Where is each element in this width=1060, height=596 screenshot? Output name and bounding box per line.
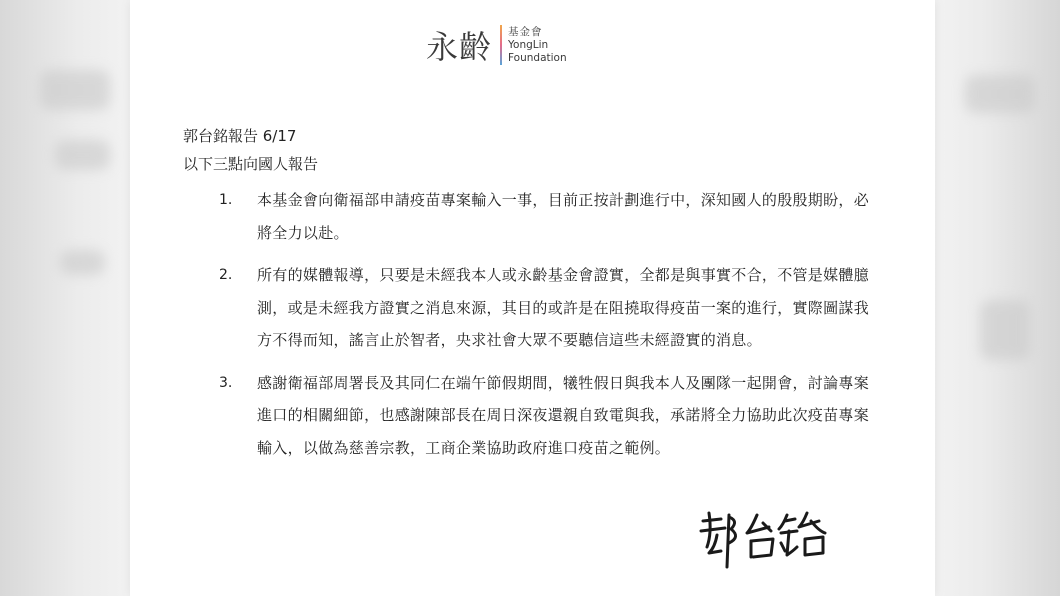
- list-item-text: 所有的媒體報導，只要是未經我本人或永齡基金會證實，全都是與事實不合，不管是媒體臆測，或是未經我方證實之消息來源，其目的或許是在阻撓取得疫苗一案的進行，實際圖謀我方不得而知，謠言止於智者，央求社會大眾不要聽信這些未經證實的消息。: [257, 266, 870, 349]
- list-item: [183, 367, 883, 465]
- blurred-right-margin: [935, 0, 1060, 596]
- list-item-number: 3.: [219, 374, 233, 391]
- logo-name-en-1: YongLin: [508, 38, 549, 51]
- foundation-logo: [426, 22, 567, 68]
- logo-name-zh: 基金會: [508, 25, 543, 38]
- logo-mark: 永齡: [426, 28, 493, 66]
- logo-name-en-2: Foundation: [508, 51, 567, 64]
- list-item-text: 感謝衛福部周署長及其同仁在端午節假期間，犧牲假日與我本人及團隊一起開會，討論專案進口的相關細節，也感謝陳部長在周日深夜還親自致電與我，承諾將全力協助此次疫苗專案輸入，以做為慈善宗教，工商企業協助政府進口疫苗之範例。: [257, 373, 870, 457]
- list-item-text: 本基金會向衛福部申請疫苗專案輸入一事，目前正按計劃進行中，深知國人的殷殷期盼，必將全力以赴。: [257, 191, 870, 242]
- document-page: [130, 0, 935, 596]
- document-heading: 郭台銘報告 6/17: [183, 127, 297, 145]
- report-list: [183, 184, 883, 464]
- list-item: [183, 259, 883, 357]
- document-intro: 以下三點向國人報告: [183, 155, 319, 173]
- logo-text: [508, 26, 567, 65]
- list-item-number: 2.: [219, 267, 233, 283]
- blurred-left-margin: [0, 0, 130, 596]
- document-body: [183, 122, 883, 474]
- handwritten-signature: [695, 503, 835, 573]
- logo-divider: [500, 25, 502, 65]
- list-item-number: 1.: [219, 192, 233, 208]
- list-item: [183, 184, 883, 249]
